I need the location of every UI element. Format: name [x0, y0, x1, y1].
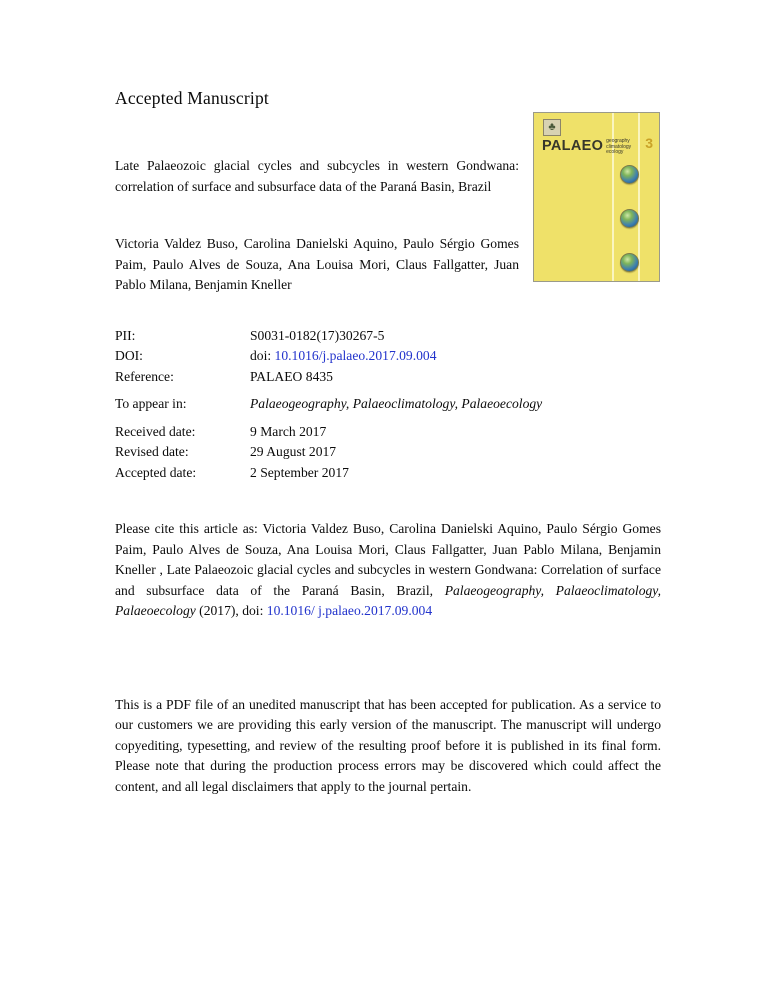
journal-subtitle-geography: geography	[606, 138, 630, 144]
publisher-logo-icon: ♣	[543, 119, 561, 136]
article-authors: Victoria Valdez Buso, Carolina Danielski Aquino, Paulo Sérgio Gomes Paim, Paulo Alves de Souza, Ana Louisa Mori, Claus Fallgatter, Juan Pablo Milana, Benjamin Kneller	[115, 236, 519, 292]
meta-label-received-date: Received date:	[115, 423, 196, 439]
meta-row-pii	[115, 326, 661, 347]
meta-value-to-appear-in: Palaeogeography, Palaeoclimatology, Palaeoecology	[250, 396, 543, 411]
page-title: Accepted Manuscript	[115, 88, 269, 108]
meta-label-reference: Reference:	[115, 368, 174, 384]
globe-icon	[620, 165, 639, 184]
doi-prefix: doi:	[250, 348, 275, 363]
meta-row-to-appear-in	[115, 394, 661, 415]
metadata-table	[115, 326, 661, 484]
citation-paragraph	[115, 519, 661, 622]
globe-icon	[620, 253, 639, 272]
journal-brand-row	[542, 138, 631, 156]
meta-value-reference: PALAEO 8435	[250, 368, 333, 384]
journal-subtitle-words	[606, 139, 631, 156]
meta-row-accepted-date	[115, 463, 661, 484]
citation-doi-link[interactable]: 10.1016/ j.palaeo.2017.09.004	[266, 603, 433, 618]
meta-label-revised-date: Revised date:	[115, 444, 189, 459]
meta-value-revised-date: 29 August 2017	[250, 444, 337, 459]
journal-issue-number: 3	[645, 135, 653, 151]
journal-subtitle-climatology: climatology	[606, 143, 632, 150]
meta-row-doi	[115, 346, 661, 367]
article-title: Late Palaeozoic glacial cycles and subcycles in western Gondwana: correlation of surface and subsurface data of the Paraná Basin, Brazil	[115, 158, 519, 194]
meta-value-received-date: 9 March 2017	[250, 423, 327, 439]
meta-row-received-date	[115, 422, 661, 443]
meta-label-accepted-date: Accepted date:	[115, 464, 197, 480]
meta-row-reference	[115, 367, 661, 388]
journal-brand-name: PALAEO	[542, 138, 604, 154]
disclaimer-paragraph: This is a PDF file of an unedited manuscript that has been accepted for publication. As a service to our customers we are providing this early version of the manuscript. The manuscript will undergo copyediting, typesetting, and review of the resulting proof before it is published in its final form. Please note that during the production process errors may be discovered which could affect the content, and all legal disclaimers that apply to the journal pertain.	[115, 696, 661, 794]
journal-subtitle-ecology: ecology	[606, 149, 624, 155]
meta-label-doi: DOI:	[115, 348, 143, 363]
meta-row-revised-date	[115, 442, 661, 463]
meta-value-pii: S0031-0182(17)30267-5	[250, 327, 385, 343]
meta-value-accepted-date: 2 September 2017	[250, 464, 349, 480]
meta-label-to-appear-in: To appear in:	[115, 396, 187, 411]
meta-label-pii: PII:	[115, 327, 136, 343]
doi-link[interactable]: 10.1016/j.palaeo.2017.09.004	[274, 348, 437, 363]
journal-cover-thumbnail	[533, 112, 660, 282]
meta-value-doi	[250, 346, 661, 367]
citation-middle: (2017), doi:	[195, 603, 267, 618]
globe-icon	[620, 209, 639, 228]
citation-journal: Palaeogeography, Palaeoclimatology, Palaeoecology	[115, 582, 661, 618]
globe-column	[620, 165, 639, 272]
citation-lead: Please cite this article as: Victoria Valdez Buso, Carolina Danielski Aquino, Paulo Sérgio Gomes Paim, Paulo Alves de Souza, Ana Louisa Mori, Claus Fallgatter, Juan Pablo Milana, Benjamin Kneller , Late Palaeozoic glacial cycles and subcycles in western Gondwana: Correlation of surface and subsurface data of the Paraná Basin, Brazil,	[115, 521, 661, 598]
